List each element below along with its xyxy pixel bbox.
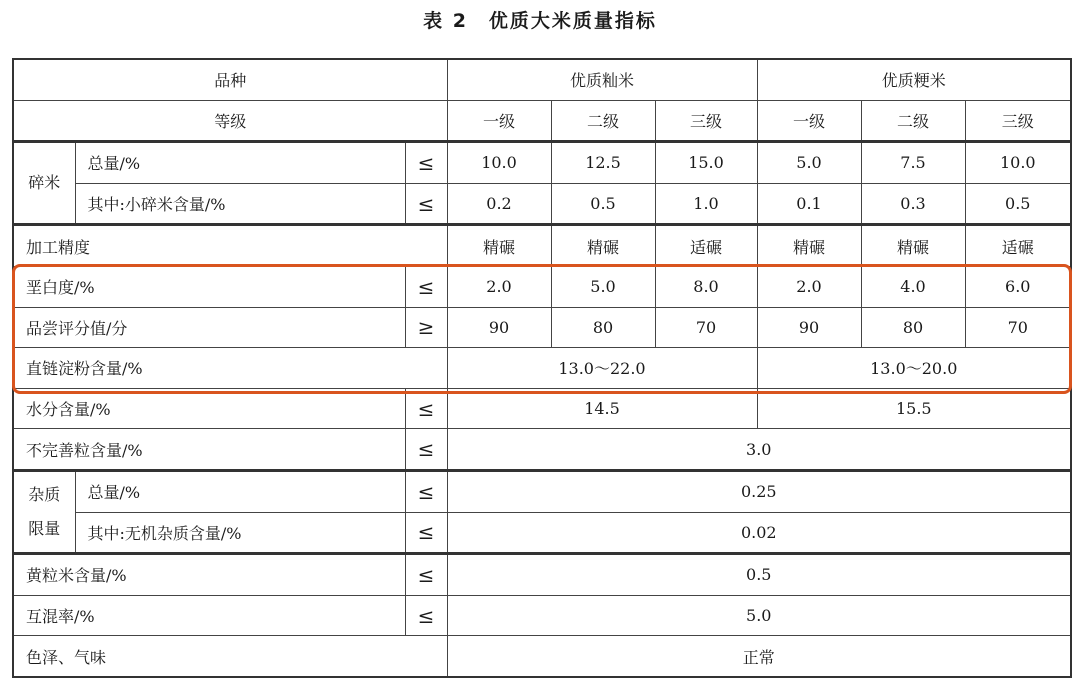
mixing-value: 5.0 [447, 595, 1071, 636]
le-symbol: ≤ [405, 183, 447, 225]
impurity-group-label: 杂质 限量 [13, 470, 75, 553]
grade-cell: 二级 [861, 100, 965, 142]
row-mixing [13, 595, 1071, 636]
row-moisture [13, 388, 1071, 429]
japonica-header: 优质粳米 [757, 59, 1071, 100]
impurity-total-value: 0.25 [447, 470, 1071, 512]
value-cell: 12.5 [551, 142, 655, 184]
value-cell: 70 [655, 307, 757, 348]
header-row-variety [13, 59, 1071, 100]
ge-symbol: ≥ [405, 307, 447, 348]
value-cell: 0.1 [757, 183, 861, 225]
value-cell: 10.0 [447, 142, 551, 184]
grade-cell: 一级 [757, 100, 861, 142]
row-broken-small [13, 183, 1071, 225]
row-yellow [13, 554, 1071, 596]
yellow-value: 0.5 [447, 554, 1071, 596]
moisture-indica: 14.5 [447, 388, 757, 429]
row-impurity-total [13, 470, 1071, 512]
header-row-grade [13, 100, 1071, 142]
le-symbol: ≤ [405, 470, 447, 512]
broken-small-label: 其中:小碎米含量/% [75, 183, 405, 225]
value-cell: 90 [757, 307, 861, 348]
value-cell: 5.0 [551, 266, 655, 307]
value-cell: 80 [861, 307, 965, 348]
imperfect-label: 不完善粒含量/% [13, 429, 405, 471]
value-cell: 精碾 [757, 225, 861, 267]
le-symbol: ≤ [405, 595, 447, 636]
row-imperfect [13, 429, 1071, 471]
le-symbol: ≤ [405, 388, 447, 429]
value-cell: 15.0 [655, 142, 757, 184]
table-caption: 表 2 优质大米质量指标 [423, 10, 657, 32]
grade-cell: 三级 [965, 100, 1071, 142]
grade-cell: 三级 [655, 100, 757, 142]
yellow-label: 黄粒米含量/% [13, 554, 405, 596]
taste-label: 品尝评分值/分 [13, 307, 405, 348]
grade-cell: 一级 [447, 100, 551, 142]
value-cell: 7.5 [861, 142, 965, 184]
value-cell: 适碾 [965, 225, 1071, 267]
broken-total-label: 总量/% [75, 142, 405, 184]
le-symbol: ≤ [405, 266, 447, 307]
value-cell: 0.3 [861, 183, 965, 225]
row-precision [13, 225, 1071, 267]
value-cell: 4.0 [861, 266, 965, 307]
moisture-label: 水分含量/% [13, 388, 405, 429]
broken-group-label: 碎米 [13, 142, 75, 225]
value-cell: 精碾 [447, 225, 551, 267]
value-cell: 5.0 [757, 142, 861, 184]
value-cell: 适碾 [655, 225, 757, 267]
impurity-inorganic-label: 其中:无机杂质含量/% [75, 512, 405, 554]
impurity-total-label: 总量/% [75, 470, 405, 512]
value-cell: 2.0 [757, 266, 861, 307]
value-cell: 0.5 [965, 183, 1071, 225]
indica-header: 优质籼米 [447, 59, 757, 100]
color-odor-value: 正常 [447, 636, 1071, 677]
amylose-label: 直链淀粉含量/% [13, 348, 447, 389]
row-color-odor [13, 636, 1071, 677]
value-cell: 精碾 [551, 225, 655, 267]
value-cell: 8.0 [655, 266, 757, 307]
amylose-indica: 13.0～22.0 [447, 348, 757, 389]
row-impurity-inorganic [13, 512, 1071, 554]
impurity-inorganic-value: 0.02 [447, 512, 1071, 554]
le-symbol: ≤ [405, 142, 447, 184]
row-chalkiness [13, 266, 1071, 307]
precision-label: 加工精度 [13, 225, 447, 267]
amylose-japonica: 13.0～20.0 [757, 348, 1071, 389]
row-taste [13, 307, 1071, 348]
le-symbol: ≤ [405, 429, 447, 471]
value-cell: 70 [965, 307, 1071, 348]
value-cell: 精碾 [861, 225, 965, 267]
imperfect-value: 3.0 [447, 429, 1071, 471]
chalky-label: 垩白度/% [13, 266, 405, 307]
grade-header: 等级 [13, 100, 447, 142]
mixing-label: 互混率/% [13, 595, 405, 636]
value-cell: 6.0 [965, 266, 1071, 307]
value-cell: 0.5 [551, 183, 655, 225]
value-cell: 80 [551, 307, 655, 348]
value-cell: 90 [447, 307, 551, 348]
row-broken-total [13, 142, 1071, 184]
value-cell: 10.0 [965, 142, 1071, 184]
value-cell: 0.2 [447, 183, 551, 225]
grade-cell: 二级 [551, 100, 655, 142]
row-amylose [13, 348, 1071, 389]
rice-quality-table [12, 58, 1072, 678]
le-symbol: ≤ [405, 512, 447, 554]
le-symbol: ≤ [405, 554, 447, 596]
variety-header: 品种 [13, 59, 447, 100]
value-cell: 1.0 [655, 183, 757, 225]
color-odor-label: 色泽、气味 [13, 636, 447, 677]
value-cell: 2.0 [447, 266, 551, 307]
moisture-japonica: 15.5 [757, 388, 1071, 429]
